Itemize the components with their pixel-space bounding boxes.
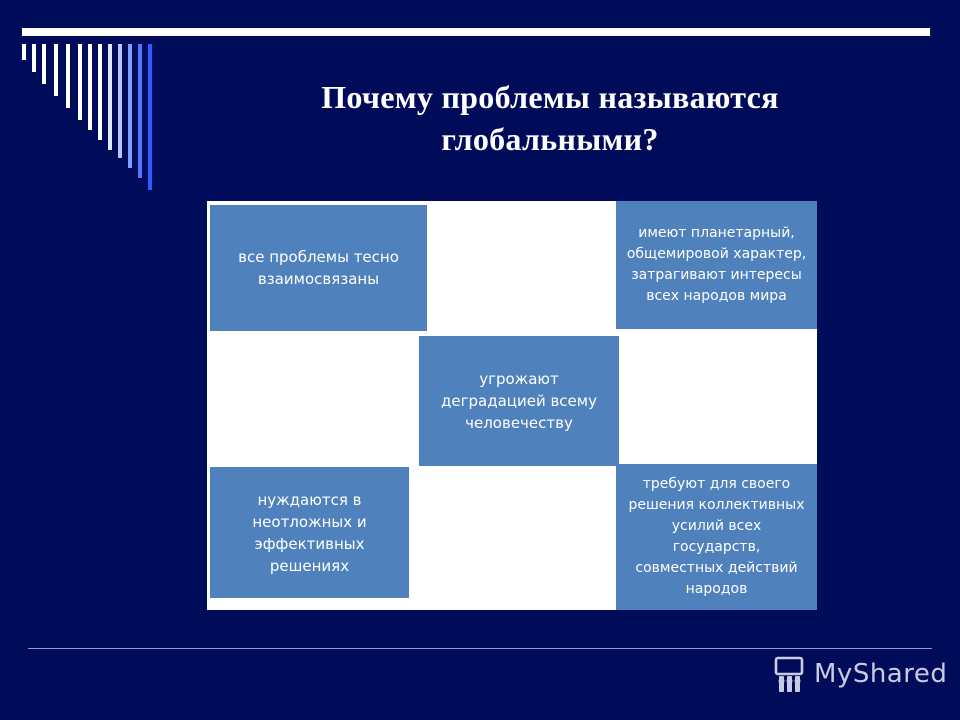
top-rule [22, 28, 930, 36]
box-collective-efforts [616, 464, 817, 610]
decorative-stripes [22, 44, 162, 194]
box-interconnected-text: все проблемы тесно взаимосвязаны [238, 248, 399, 288]
logo-text: MyShared [814, 659, 948, 689]
box-planetary [616, 201, 817, 329]
classroom-icon [770, 654, 808, 694]
box-interconnected [210, 205, 427, 331]
box-planetary-text: имеют планетарный, общемировой характер, затрагивают интересы всех народов мира [626, 225, 807, 304]
diagram [207, 201, 817, 610]
title-line-2: глобальными? [441, 121, 659, 157]
title-line-1: Почему проблемы называются [321, 79, 779, 115]
box-urgent-solutions-text: нуждаются в неотложных и эффективных решениях [252, 490, 367, 575]
slide-title [200, 76, 900, 160]
myshared-logo [770, 652, 947, 696]
box-urgent-solutions [210, 467, 409, 598]
box-degradation [419, 336, 619, 466]
box-degradation-text: угрожают деградацией всему человечеству [441, 370, 597, 432]
box-collective-efforts-text: требуют для своего решения коллективных усилий всех государств, совместных действий народов [628, 476, 805, 597]
bottom-rule [28, 648, 932, 649]
